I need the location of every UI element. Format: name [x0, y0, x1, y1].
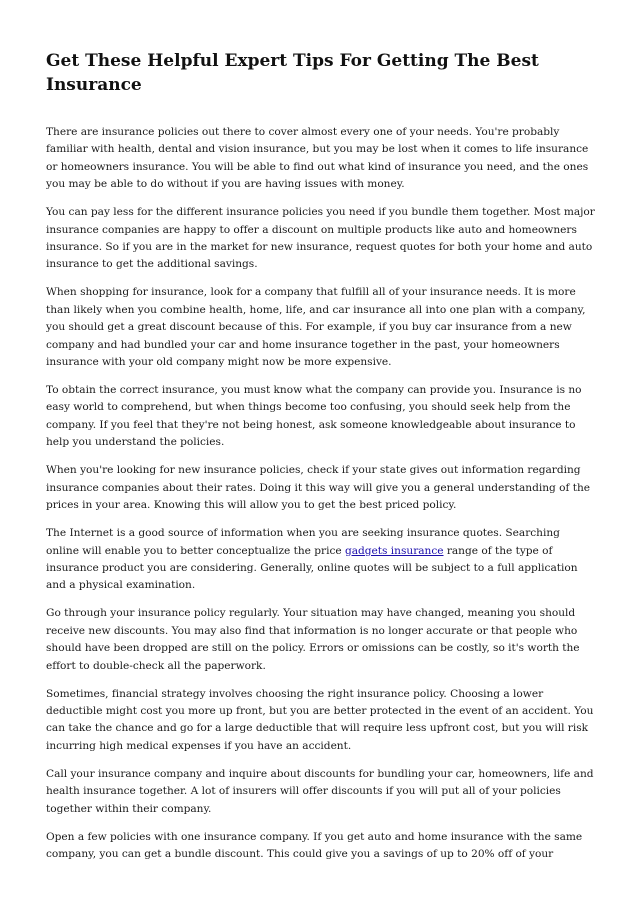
- paragraph-correct-insurance: To obtain the correct insurance, you must know what the company can provide you. Insurance is no easy world to comprehend, but when things become too confusing, you should seek help from the company. If you feel that they're not being honest, ask someone knowledgeable about insurance to help you understand the policies.: [46, 384, 582, 449]
- paragraph-call-company: Call your insurance company and inquire about discounts for bundling your car, homeowners, life and health insurance together. A lot of insurers will offer discounts if you will put all of your policies together within their company.: [46, 767, 594, 815]
- page-title: Get These Helpful Expert Tips For Getting The Best Insurance: [46, 51, 539, 95]
- paragraph-shopping: When shopping for insurance, look for a company that fulfill all of your insurance needs. It is more than likely when you combine health, home, life, and car insurance all into one plan with a company, you should get a great discount because of this. For example, if you buy car insurance from a new company and had bundled your car and home insurance together in the past, your homeowners insurance with your old company might now be more expensive.: [46, 286, 586, 369]
- paragraph-state-info: When you're looking for new insurance policies, check if your state gives out information regarding insurance companies about their rates. Doing it this way will give you a general understanding of the prices in your area. Knowing this will allow you to get the best priced policy.: [46, 464, 591, 512]
- paragraph-bundle: You can pay less for the different insurance policies you need if you bundle them together. Most major insurance companies are happy to offer a discount on multiple products like auto and homeowners insurance. So if you are in the market for new insurance, request quotes for both your home and auto insurance to get the additional savings.: [46, 206, 595, 271]
- paragraph-financial-strategy: Sometimes, financial strategy involves choosing the right insurance policy. Choosing a lower deductible might cost you more up front, but you are better protected in the event of an accident. You can take the chance and go for a large deductible that will require less upfront cost, but you will risk incurring high medical expenses if you have an accident.: [46, 687, 594, 752]
- gadgets-insurance-link[interactable]: gadgets insurance: [344, 544, 444, 557]
- document-page: [46, 49, 596, 874]
- internet-text-after: range of the type of insurance product you are considering. Generally, online quotes will be subject to a full application and a physical examination.: [46, 544, 578, 592]
- internet-text-before: The Internet is a good source of information when you are seeking insurance quotes. Searching online will enable you to better conceptualize the price: [46, 527, 560, 557]
- paragraph-review-policy: Go through your insurance policy regularly. Your situation may have changed, meaning you should receive new discounts. You may also find that information is no longer accurate or that people who should have been dropped are still on the policy. Errors or omissions can be costly, so it's worth the effort to double-check all the paperwork.: [46, 607, 580, 672]
- paragraph-internet: [46, 525, 596, 595]
- paragraph-open-policies: Open a few policies with one insurance company. If you get auto and home insurance with the same company, you can get a bundle discount. This could give you a savings of up to 20% off of your: [46, 830, 583, 860]
- paragraph-intro: There are insurance policies out there to cover almost every one of your needs. You're probably familiar with health, dental and vision insurance, but you may be lost when it comes to life insurance or homeowners insurance. You will be able to find out what kind of insurance you need, and the ones you may be able to do without if you are having issues with money.: [46, 126, 589, 191]
